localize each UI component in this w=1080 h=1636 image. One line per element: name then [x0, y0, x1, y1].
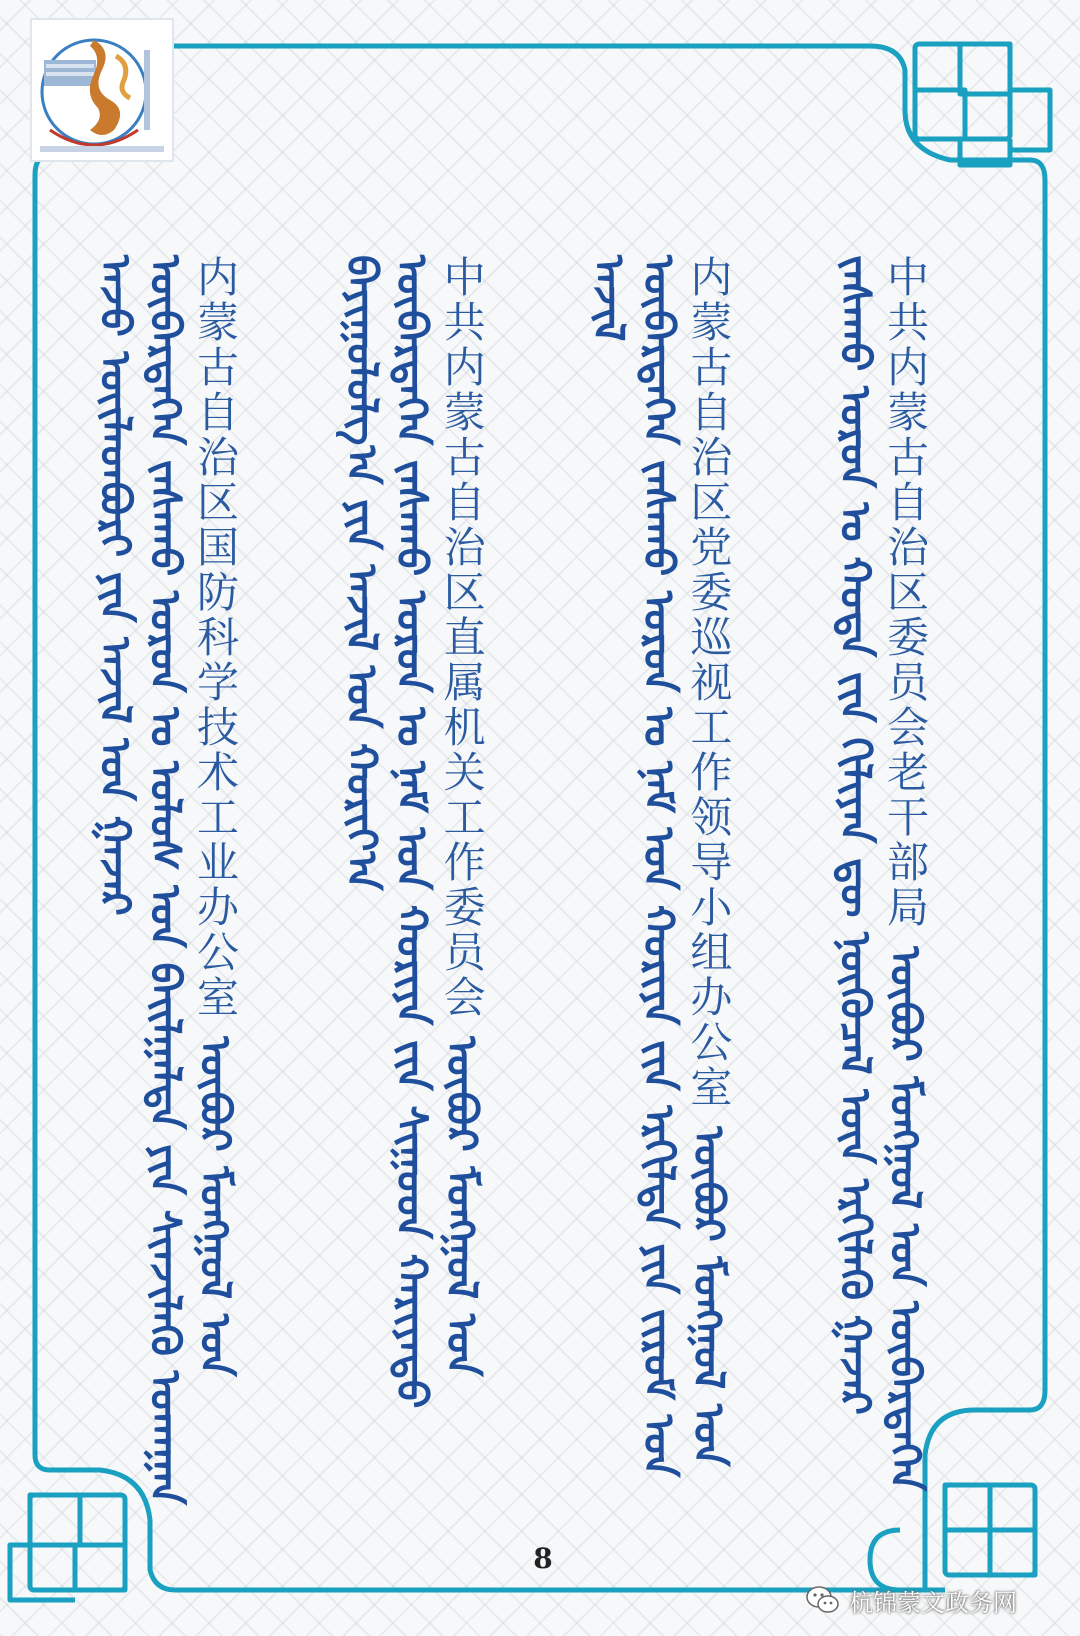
wechat-icon	[805, 1585, 841, 1615]
org-entry	[583, 255, 733, 1555]
org-name-chinese: 中共内蒙古自治区委员会老干部局	[880, 255, 930, 930]
logo-emblem	[30, 18, 174, 162]
org-name-chinese: 内蒙古自治区国防科学技术工业办公室	[191, 255, 240, 1020]
organization-columns	[90, 255, 930, 1555]
watermark-text: 杭锦蒙文政务网	[849, 1588, 1017, 1617]
org-entry	[90, 255, 240, 1555]
org-name-mongolian: ᠥᠪᠦᠷ ᠮᠣᠩᠭᠣᠯ ᠤᠨ ᠥᠪᠡᠷᠲᠡᠭᠡᠨ ᠵᠠᠰᠠᠬᠤ ᠣᠷᠤᠨ ᠤ ᠬᠣᠲᠠ ᠵᠢᠨ ᠬᠢᠯᠢᠶᠡᠨ ᠳᠦ ᠨᠦᠬᠦᠴᠡᠯ ᠦᠨ ᠡᠷᠬᠢᠯᠡᠬᠦ ᠭᠠᠵᠠᠷ	[830, 255, 930, 1492]
page-number: 8	[533, 1542, 553, 1575]
org-name-mongolian: ᠥᠪᠦᠷ ᠮᠣᠩᠭᠣᠯ ᠤᠨ ᠥᠪᠡᠷᠲᠡᠭᠡᠨ ᠵᠠᠰᠠᠬᠤ ᠣᠷᠤᠨ ᠤ ᠨᠠᠮ ᠤᠨ ᠬᠣᠷᠢᠶᠠ ᠵᠢᠨ ᠰᠢᠭᠤᠳ ᠬᠠᠷᠢᠶᠠᠲᠤ ᠪᠠᠶᠢᠭᠤᠯᠤᠯᠭ᠎ᠠ ᠶᠢᠨ ᠠᠵᠢᠯ ᠤᠨ ᠬᠣᠷᠢᠶ᠎ᠠ	[337, 255, 487, 1409]
org-name-chinese: 内蒙古自治区党委巡视工作领导小组办公室	[684, 255, 734, 1110]
watermark	[805, 1580, 1017, 1620]
org-name-mongolian: ᠥᠪᠦᠷ ᠮᠣᠩᠭᠣᠯ ᠤᠨ ᠥᠪᠡᠷᠲᠡᠭᠡᠨ ᠵᠠᠰᠠᠬᠤ ᠣᠷᠤᠨ ᠤ ᠤᠯᠤᠰ ᠤᠨ ᠪᠠᠢᠯᠭᠠᠯᠲᠠ ᠶᠢᠨ ᠰᠢᠨᠵᠢᠯᠡᠬᠦ ᠤᠬᠠᠭᠠᠨ ᠠᠵᠤ ᠦᠢᠯᠡᠳᠪᠦᠷᠢ ᠶᠢᠨ ᠠᠵᠢᠯ ᠤᠨ ᠭᠠᠵᠠᠷ	[91, 255, 240, 1505]
org-entry	[830, 255, 930, 1555]
org-entry	[337, 255, 487, 1555]
org-name-mongolian: ᠥᠪᠦᠷ ᠮᠣᠩᠭᠣᠯ ᠤᠨ ᠥᠪᠡᠷᠲᠡᠭᠡᠨ ᠵᠠᠰᠠᠬᠤ ᠣᠷᠤᠨ ᠤ ᠨᠠᠮ ᠤᠨ ᠬᠣᠷᠢᠶᠠ ᠵᠢᠨ ᠡᠷᠭᠢᠯᠲᠡ ᠶᠢᠨ ᠵᠢᠷᠤᠮ ᠤᠨ ᠠᠵᠢᠯ	[584, 255, 734, 1478]
org-name-chinese: 中共内蒙古自治区直属机关工作委员会	[437, 255, 487, 1020]
